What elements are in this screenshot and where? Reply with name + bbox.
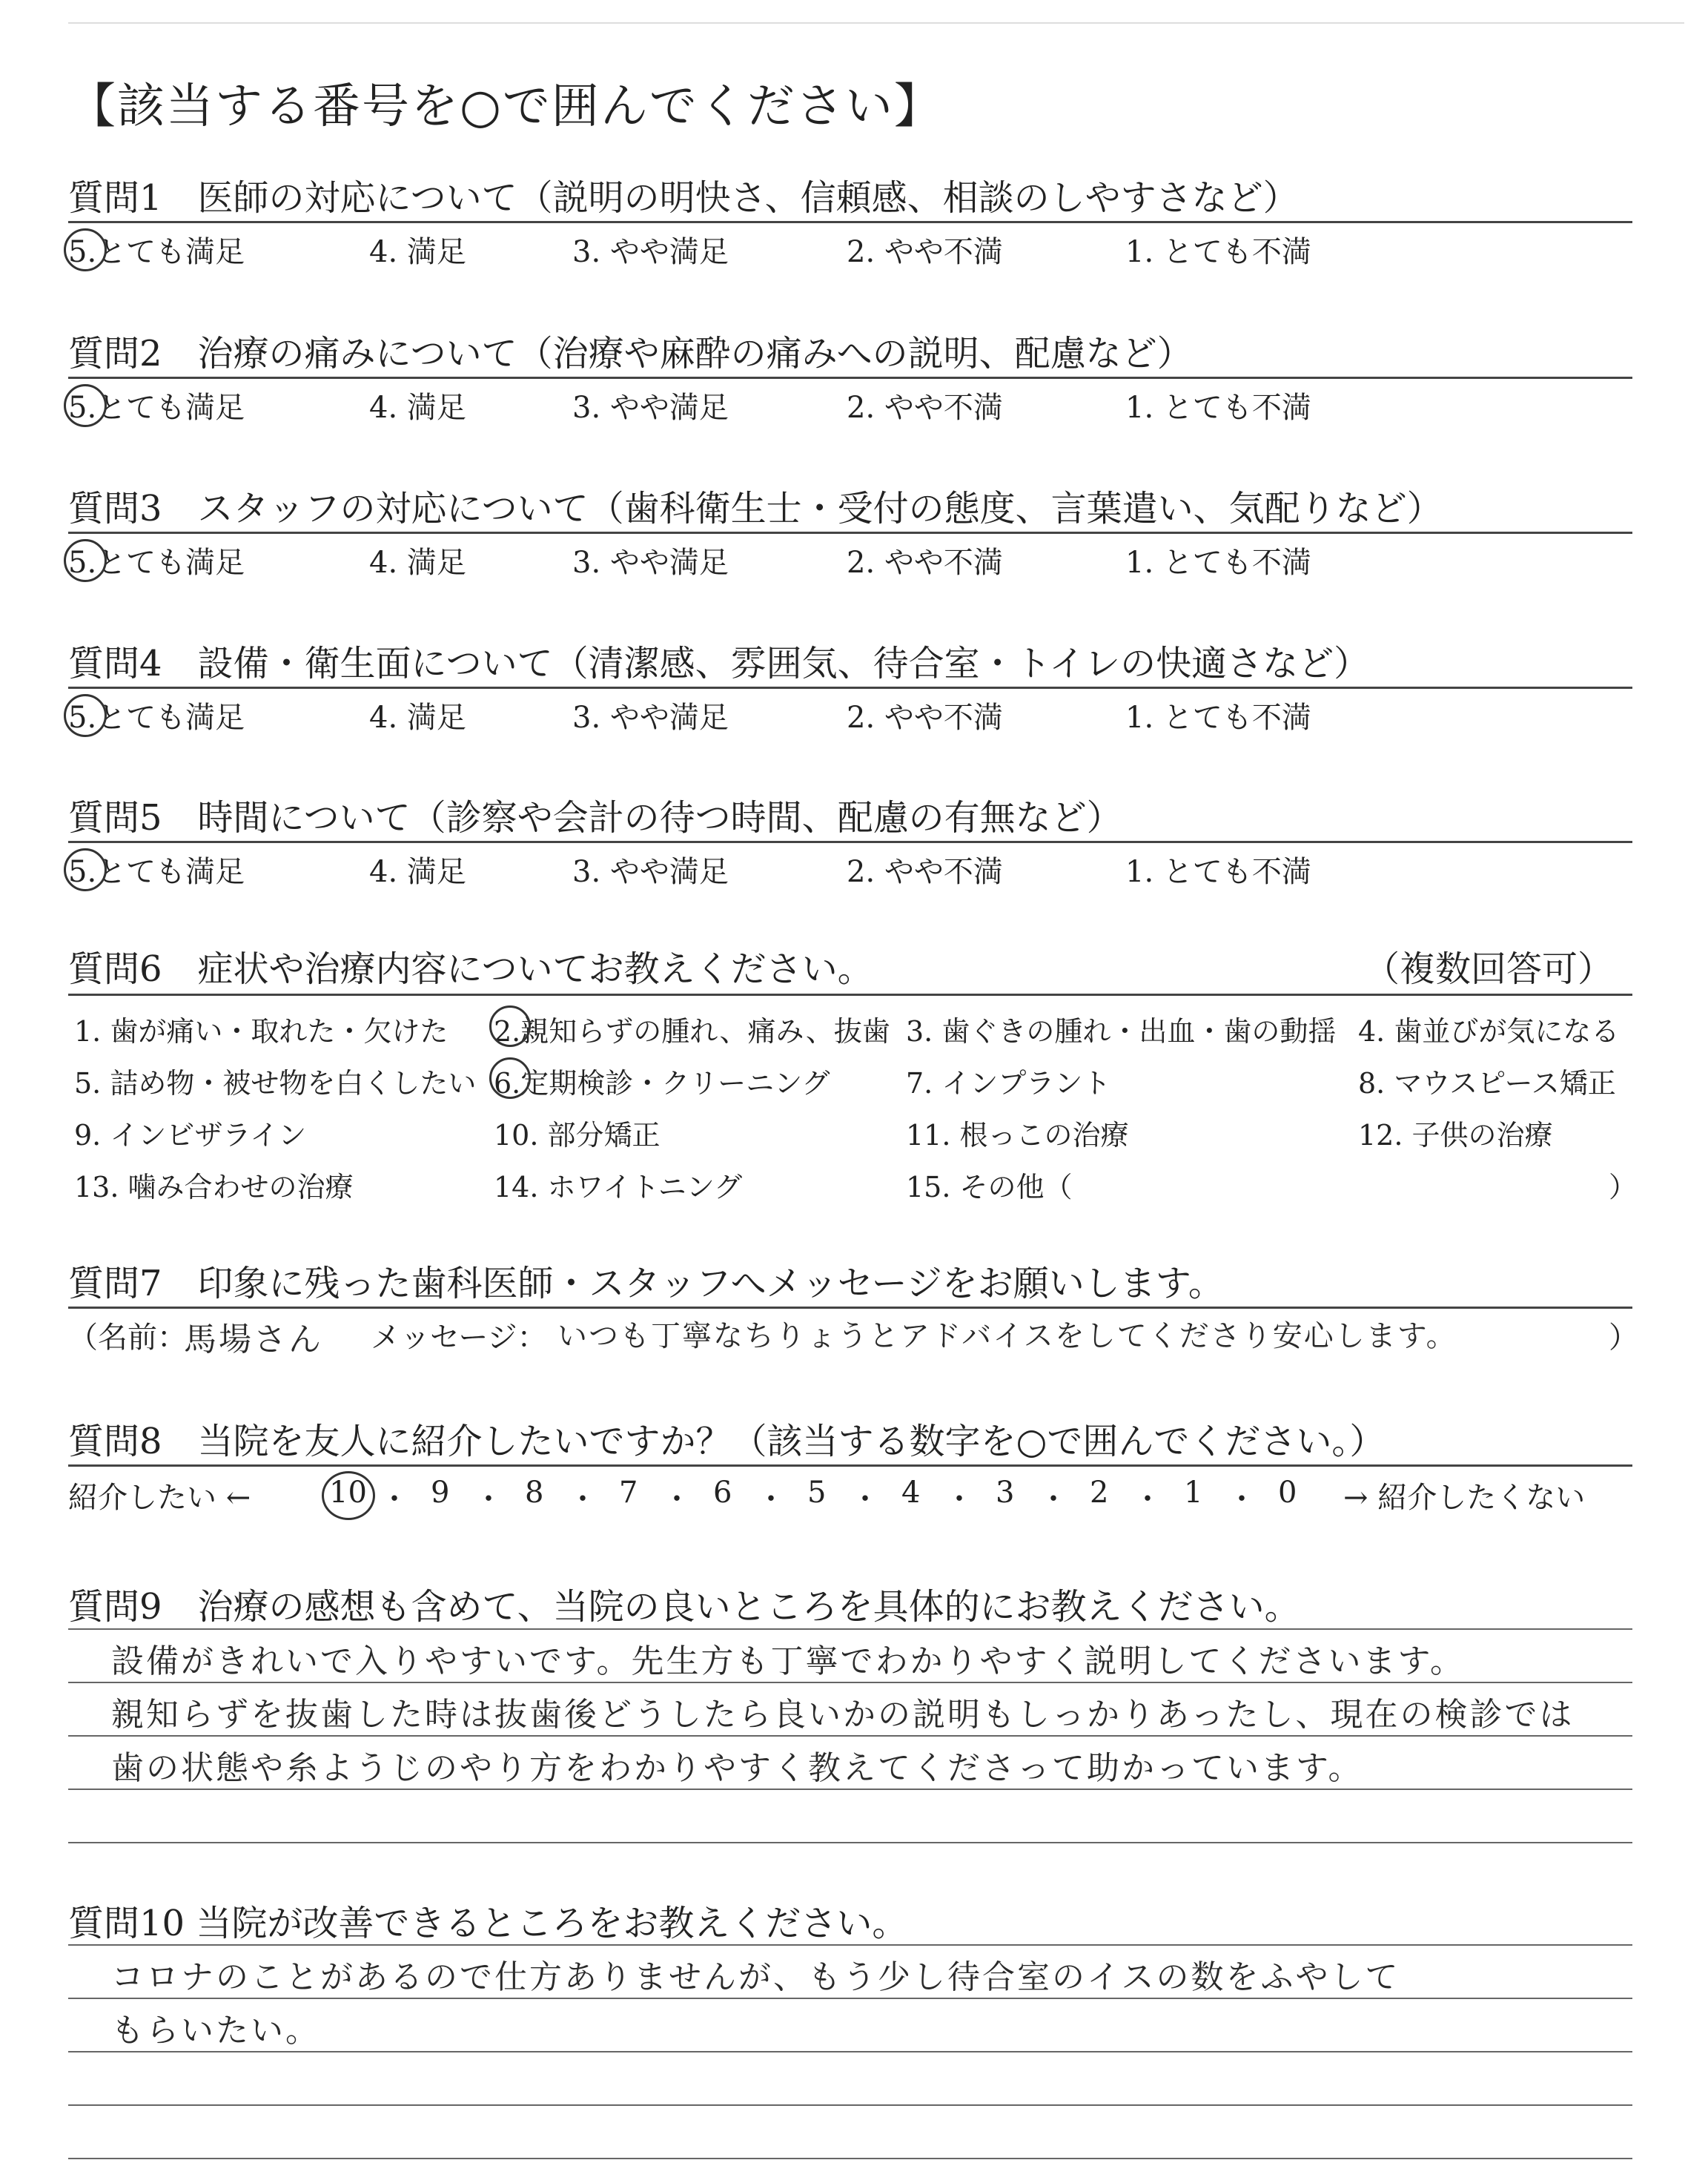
q8-score-10[interactable]: 10 [329,1476,367,1510]
q8-score-1[interactable]: 1 [1184,1476,1203,1510]
q1-selection-circle [64,228,107,271]
q10-answer-rule [68,2158,1632,2159]
q6-option-12[interactable]: 12. 子供の治療 [1358,1119,1553,1152]
q8-score-9[interactable]: 9 [431,1476,450,1510]
q5-option-4[interactable]: 4. 満足 [369,855,466,889]
q3-selection-circle [64,539,107,582]
q8-left-label: 紹介したい ← [68,1481,251,1515]
q8-separator-dot: ・ [850,1482,880,1516]
q8-separator-dot: ・ [1039,1482,1068,1516]
q8-score-2[interactable]: 2 [1090,1476,1109,1510]
q9-answer-line-1: 設備がきれいで入りやすいです。先生方も丁寧でわかりやすく説明してくださいます。 [111,1642,1465,1680]
q8-separator-dot: ・ [662,1482,692,1516]
q2-option-3[interactable]: 3. やや満足 [572,391,729,425]
q8-heading: 質問8 当院を友人に紹介したいですか？（該当する数字を○で囲んでください。） [68,1421,1386,1462]
q8-score-5[interactable]: 5 [807,1476,827,1510]
q7-heading: 質問7 印象に残った歯科医師・スタッフへメッセージをお願いします。 [68,1263,1224,1304]
q6-option-9[interactable]: 9. インビザライン [74,1119,307,1152]
q3-option-1[interactable]: 1. とても不満 [1125,546,1311,580]
q9-answer-rule [68,1789,1632,1790]
q5-option-3[interactable]: 3. やや満足 [572,855,729,889]
q8-separator-dot: ・ [1227,1482,1257,1516]
q8-rule [68,1464,1632,1467]
q8-score-4[interactable]: 4 [901,1476,921,1510]
q4-option-5[interactable]: 5.とても満足 [68,701,245,735]
q10-answer-line-1: コロナのことがあるので仕方ありませんが、もう少し待合室のイスの数をふやして [111,1958,1400,1996]
q8-separator-dot: ・ [944,1482,974,1516]
q5-option-2[interactable]: 2. やや不満 [847,855,1003,889]
q6-option-14[interactable]: 14. ホワイトニング [494,1171,743,1203]
q2-option-4[interactable]: 4. 満足 [369,391,466,425]
q6-option-10[interactable]: 10. 部分矯正 [494,1119,661,1152]
q4-selection-circle [64,694,107,737]
q2-heading: 質問2 治療の痛みについて（治療や麻酔の痛みへの説明、配慮など） [68,333,1193,374]
q2-option-5[interactable]: 5.とても満足 [68,391,245,425]
q8-selection-circle [322,1471,375,1520]
q3-option-4[interactable]: 4. 満足 [369,546,466,580]
q8-score-6[interactable]: 6 [713,1476,732,1510]
q8-separator-dot: ・ [756,1482,786,1516]
q7-rule [68,1307,1632,1309]
q5-rule [68,841,1632,843]
q4-option-3[interactable]: 3. やや満足 [572,701,729,735]
q8-separator-dot: ・ [474,1482,503,1516]
q1-option-1[interactable]: 1. とても不満 [1125,235,1311,269]
q6-option-4[interactable]: 4. 歯並びが気になる [1358,1015,1620,1048]
q3-option-3[interactable]: 3. やや満足 [572,546,729,580]
q9-answer-line-2: 親知らずを抜歯した時は抜歯後どうしたら良いかの説明もしっかりあったし、現在の検診では [111,1696,1575,1734]
q6-selection-circle-6 [489,1057,531,1099]
q8-score-0[interactable]: 0 [1278,1476,1297,1510]
q7-name-value: 馬場さん [184,1321,323,1358]
q1-option-3[interactable]: 3. やや満足 [572,235,729,269]
q3-heading: 質問3 スタッフの対応について（歯科衛生士・受付の態度、言葉遣い、気配りなど） [68,488,1443,529]
q9-answer-rule [68,1682,1632,1683]
q7-message-value: いつも丁寧なちりょうとアドバイスをしてくださり安心します。 [557,1319,1457,1353]
q6-selection-circle-2 [489,1005,531,1047]
q1-heading: 質問1 医師の対応について（説明の明快さ、信頼感、相談のしやすさなど） [68,177,1299,219]
q6-option-11[interactable]: 11. 根っこの治療 [906,1119,1129,1152]
q9-answer-rule [68,1842,1632,1843]
q10-answer-line-2: もらいたい。 [111,2012,320,2050]
q10-answer-rule [68,2051,1632,2052]
q6-option-13[interactable]: 13. 噛み合わせの治療 [74,1171,354,1203]
q2-option-1[interactable]: 1. とても不満 [1125,391,1311,425]
q4-rule [68,687,1632,689]
q10-answer-rule [68,1998,1632,1999]
q6-rule [68,994,1632,996]
q9-heading: 質問9 治療の感想も含めて、当院の良いところを具体的にお教えください。 [68,1586,1300,1628]
q2-selection-circle [64,384,107,427]
q6-option-2[interactable]: 2.親知らずの腫れ、痛み、抜歯 [494,1015,890,1048]
q6-option-8[interactable]: 8. マウスピース矯正 [1358,1067,1616,1100]
q8-separator-dot: ・ [568,1482,598,1516]
q5-option-1[interactable]: 1. とても不満 [1125,855,1311,889]
q9-answer-rule [68,1735,1632,1737]
q5-selection-circle [64,848,107,891]
q2-option-2[interactable]: 2. やや不満 [847,391,1003,425]
q6-note: （複数回答可） [1364,948,1614,990]
q4-option-1[interactable]: 1. とても不満 [1125,701,1311,735]
q9-answer-rule [68,1628,1632,1630]
q1-option-5[interactable]: 5.とても満足 [68,235,245,269]
q7-message-label: メッセージ： [371,1321,547,1355]
q8-score-7[interactable]: 7 [619,1476,638,1510]
q7-close: ） [1609,1321,1638,1355]
q4-option-2[interactable]: 2. やや不満 [847,701,1003,735]
q10-answer-rule [68,2104,1632,2106]
q10-heading: 質問10 当院が改善できるところをお教えください。 [68,1903,908,1944]
q4-heading: 質問4 設備・衛生面について（清潔感、雰囲気、待合室・トイレの快適さなど） [68,643,1370,684]
q8-separator-dot: ・ [1133,1482,1162,1516]
q1-option-4[interactable]: 4. 満足 [369,235,466,269]
q5-heading: 質問5 時間について（診察や会計の待つ時間、配慮の有無など） [68,797,1122,839]
q7-name-label: （名前： [68,1321,187,1355]
q4-option-4[interactable]: 4. 満足 [369,701,466,735]
q1-option-2[interactable]: 2. やや不満 [847,235,1003,269]
q6-option-3[interactable]: 3. 歯ぐきの腫れ・出血・歯の動揺 [906,1015,1337,1048]
q6-other-close: ） [1609,1171,1638,1203]
q10-answer-rule [68,1944,1632,1946]
q6-option-5[interactable]: 5. 詰め物・被せ物を白くしたい [74,1067,477,1100]
q3-option-5[interactable]: 5.とても満足 [68,546,245,580]
q9-answer-line-3: 歯の状態や糸ようじのやり方をわかりやすく教えてくださって助かっています。 [111,1749,1363,1787]
q5-option-5[interactable]: 5.とても満足 [68,855,245,889]
page-title: 【該当する番号を○で囲んでください】 [68,79,943,134]
q6-option-1[interactable]: 1. 歯が痛い・取れた・欠けた [74,1015,448,1048]
q1-rule [68,221,1632,223]
q3-rule [68,532,1632,534]
q6-option-6[interactable]: 6.定期検診・クリーニング [494,1067,830,1100]
q6-option-15[interactable]: 15. その他（ [906,1171,1073,1203]
q6-option-7[interactable]: 7. インプラント [906,1067,1111,1100]
q8-score-3[interactable]: 3 [996,1476,1015,1510]
q3-option-2[interactable]: 2. やや不満 [847,546,1003,580]
q6-heading: 質問6 症状や治療内容についてお教えください。 [68,948,873,990]
q8-score-8[interactable]: 8 [525,1476,544,1510]
page-top-edge [68,22,1684,24]
q8-right-label: → 紹介したくない [1343,1481,1586,1515]
q2-rule [68,377,1632,379]
q8-separator-dot: ・ [380,1482,409,1516]
